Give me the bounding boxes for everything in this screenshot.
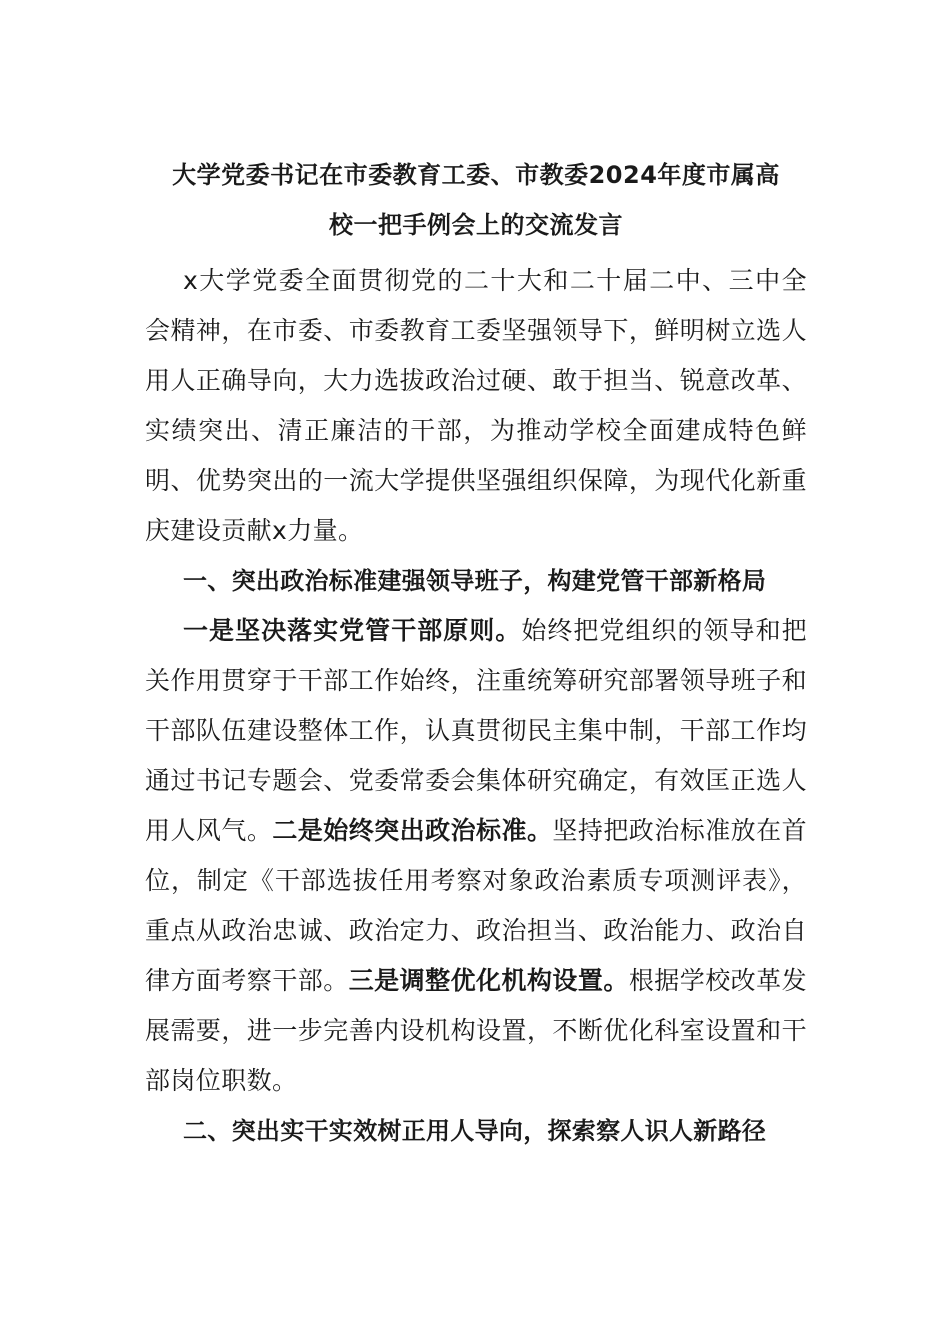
- point-1-text: 始终把党组织的领导和把关作用贯穿于干部工作始终，注重统筹研究部署领导班子和干部队伍建设整体工作，认真贯彻民主集中制，干部工作均通过书记专题会、党委常委会集体研究确定，有效匡正选人用人风气。: [145, 616, 808, 845]
- section-2-heading: 二、突出实干实效树正用人导向，探索察人识人新路径: [183, 1117, 767, 1145]
- point-1-lead: 一是坚决落实党管干部原则。: [183, 616, 522, 645]
- point-3-text: 根据学校改革发展需要，进一步完善内设机构设置，不断优化科室设置和干部岗位职数。: [145, 966, 808, 1095]
- section-1-heading: 一、突出政治标准建强领导班子，构建党管干部新格局: [183, 567, 767, 595]
- title-line-1: 大学党委书记在市委教育工委、市教委2024年度市属高: [172, 161, 780, 189]
- point-2-lead: 二是始终突出政治标准。: [272, 816, 553, 845]
- document-page: [145, 150, 807, 1156]
- section-1-body: [145, 606, 807, 1106]
- title-line-2: 校一把手例会上的交流发言: [329, 211, 623, 239]
- point-3-lead: 三是调整优化机构设置。: [348, 966, 629, 995]
- point-2-text: 坚持把政治标准放在首位，制定《干部选拔任用考察对象政治素质专项测评表》，重点从政治忠诚、政治定力、政治担当、政治能力、政治自律方面考察干部。: [145, 816, 807, 995]
- intro-paragraph: x大学党委全面贯彻党的二十大和二十届二中、三中全会精神，在市委、市委教育工委坚强领导下，鲜明树立选人用人正确导向，大力选拔政治过硬、敢于担当、锐意改革、实绩突出、清正廉洁的干部，为推动学校全面建成特色鲜明、优势突出的一流大学提供坚强组织保障，为现代化新重庆建设贡献x力量。: [145, 266, 807, 545]
- document-title: [145, 150, 807, 250]
